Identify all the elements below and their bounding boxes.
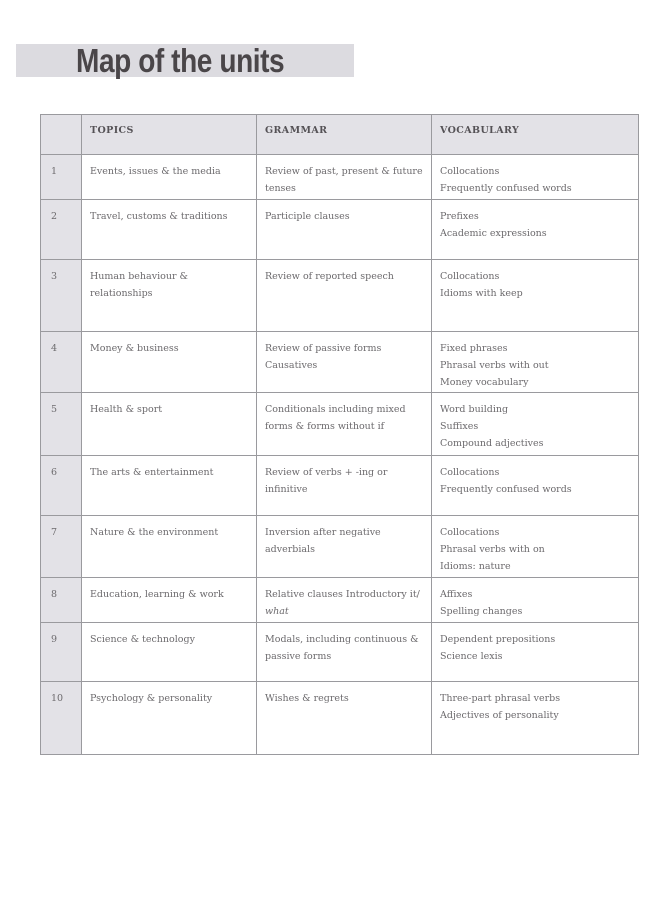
page-title: Map of the units [76,42,285,79]
table-row [41,623,639,682]
grammar-item: Wishes & regrets [265,693,349,704]
grammar-item: adverbials [265,544,315,555]
unit-topic: Education, learning & work [82,578,257,623]
table-row [41,260,639,332]
grammar-item: Inversion after negative [265,527,381,538]
unit-number: 10 [41,682,82,755]
unit-grammar [257,393,432,456]
unit-number: 3 [41,260,82,332]
vocabulary-item: Idioms: nature [440,561,511,572]
header-topics: TOPICS [82,115,257,155]
unit-number: 2 [41,200,82,260]
table-row [41,516,639,578]
table-row [41,456,639,516]
unit-grammar [257,200,432,260]
unit-topic: Health & sport [82,393,257,456]
unit-number: 8 [41,578,82,623]
header-number [41,115,82,155]
table-row [41,578,639,623]
vocabulary-item: Science lexis [440,651,503,662]
vocabulary-item: Spelling changes [440,606,523,617]
unit-grammar [257,516,432,578]
vocabulary-item: Fixed phrases [440,343,508,354]
vocabulary-item: Prefixes [440,211,479,222]
grammar-item: Conditionals including mixed [265,404,406,415]
unit-vocabulary [432,260,639,332]
vocabulary-item: Frequently confused words [440,183,572,194]
vocabulary-item: Suffixes [440,421,479,432]
header-vocabulary: VOCABULARY [432,115,639,155]
table-row [41,155,639,200]
vocabulary-item: Frequently confused words [440,484,572,495]
unit-vocabulary [432,332,639,393]
vocabulary-item: Academic expressions [440,228,547,239]
table-row [41,200,639,260]
grammar-item: Relative clauses Introductory it/ [265,589,420,600]
vocabulary-item: Adjectives of personality [440,710,559,721]
unit-topic: Travel, customs & traditions [82,200,257,260]
grammar-item: Review of past, present & future [265,166,423,177]
grammar-item: Modals, including continuous & [265,634,419,645]
table-row [41,332,639,393]
vocabulary-item: Collocations [440,271,500,282]
unit-topic: Money & business [82,332,257,393]
unit-number: 5 [41,393,82,456]
unit-vocabulary [432,578,639,623]
unit-topic: The arts & entertainment [82,456,257,516]
grammar-item: Participle clauses [265,211,350,222]
vocabulary-item: Phrasal verbs with out [440,360,549,371]
grammar-item: Causatives [265,360,318,371]
unit-grammar [257,332,432,393]
unit-number: 7 [41,516,82,578]
grammar-item: what [265,606,289,617]
vocabulary-item: Collocations [440,166,500,177]
unit-topic: Human behaviour & relationships [82,260,257,332]
vocabulary-item: Collocations [440,527,500,538]
vocabulary-item: Phrasal verbs with on [440,544,545,555]
unit-vocabulary [432,456,639,516]
grammar-item: Review of reported speech [265,271,394,282]
unit-vocabulary [432,155,639,200]
unit-grammar [257,456,432,516]
vocabulary-item: Word building [440,404,509,415]
unit-number: 1 [41,155,82,200]
unit-topic: Nature & the environment [82,516,257,578]
grammar-item: forms & forms without if [265,421,385,432]
grammar-item: passive forms [265,651,332,662]
unit-number: 4 [41,332,82,393]
vocabulary-item: Collocations [440,467,500,478]
unit-topic: Events, issues & the media [82,155,257,200]
vocabulary-item: Compound adjectives [440,438,544,449]
grammar-item: Review of passive forms [265,343,382,354]
table-header-row [41,115,639,155]
vocabulary-item: Idioms with keep [440,288,523,299]
vocabulary-item: Affixes [440,589,473,600]
grammar-item: tenses [265,183,296,194]
vocabulary-item: Money vocabulary [440,377,529,388]
unit-grammar [257,578,432,623]
unit-vocabulary [432,516,639,578]
unit-grammar [257,260,432,332]
unit-vocabulary [432,682,639,755]
vocabulary-item: Dependent prepositions [440,634,556,645]
unit-topic: Science & technology [82,623,257,682]
unit-vocabulary [432,623,639,682]
unit-topic: Psychology & personality [82,682,257,755]
unit-grammar [257,682,432,755]
unit-number: 6 [41,456,82,516]
table-row [41,393,639,456]
unit-number: 9 [41,623,82,682]
unit-grammar [257,623,432,682]
vocabulary-item: Three-part phrasal verbs [440,693,561,704]
unit-grammar [257,155,432,200]
header-grammar: GRAMMAR [257,115,432,155]
table-row [41,682,639,755]
units-map-table [40,114,639,755]
unit-vocabulary [432,393,639,456]
grammar-item: Review of verbs + -ing or infinitive [265,467,388,495]
unit-vocabulary [432,200,639,260]
